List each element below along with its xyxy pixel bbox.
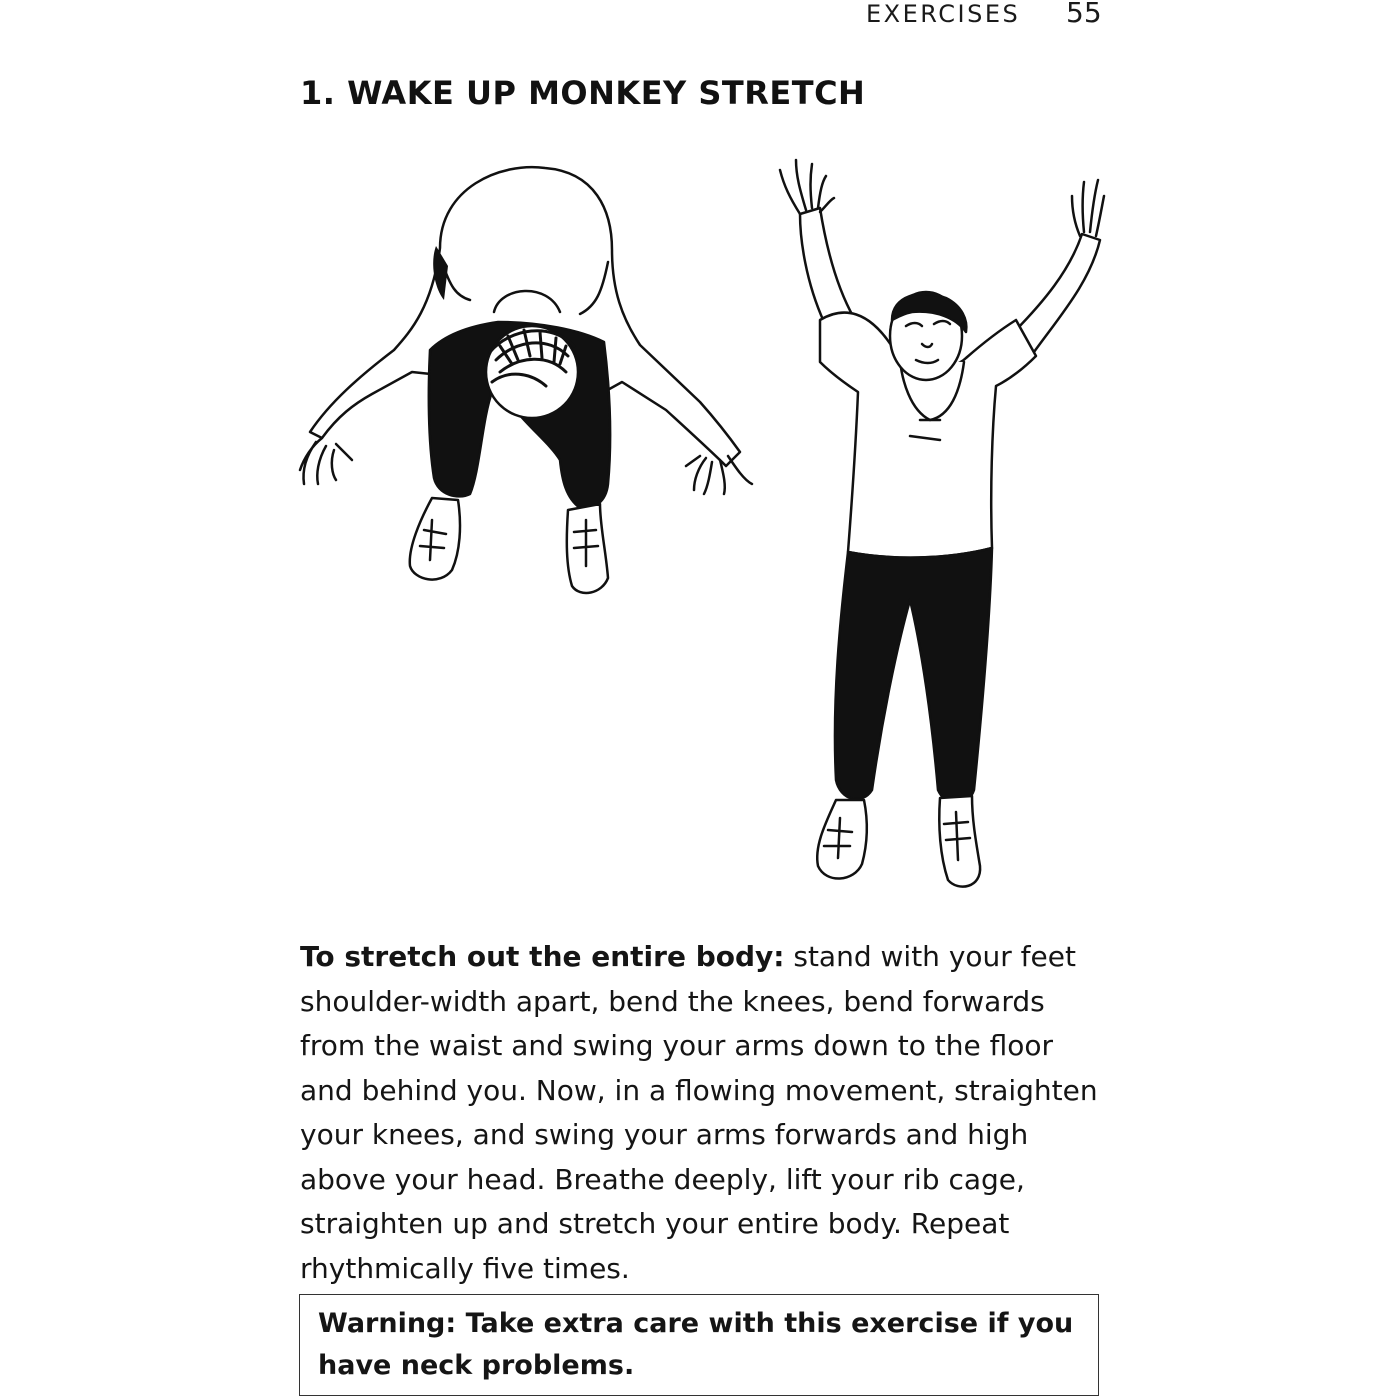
exercise-instructions — [300, 935, 1110, 1291]
instructions-body: stand with your feet shoulder-width apart, bend the knees, bend forwards from the waist and swing your arms down to the floor and behind you. Now, in a flowing movement, straighten your knees, and swing your arms forwards and high above your head. Breathe deeply, lift your rib cage, straighten up and stretch your entire body. Repeat rhythmically five times. — [300, 940, 1098, 1285]
standing-figure-drawing — [780, 160, 1104, 887]
section-label: EXERCISES — [866, 0, 1021, 28]
warning-text: Warning: Take extra care with this exercise if you have neck problems. — [318, 1308, 1074, 1381]
running-head — [860, 0, 1120, 30]
instructions-lead: To stretch out the entire body: — [300, 940, 785, 973]
page-number: 55 — [1066, 0, 1102, 29]
exercise-illustration — [296, 150, 1106, 895]
exercise-title: 1. WAKE UP MONKEY STRETCH — [300, 74, 866, 112]
bending-figure-drawing — [300, 167, 752, 593]
warning-box — [299, 1294, 1099, 1396]
